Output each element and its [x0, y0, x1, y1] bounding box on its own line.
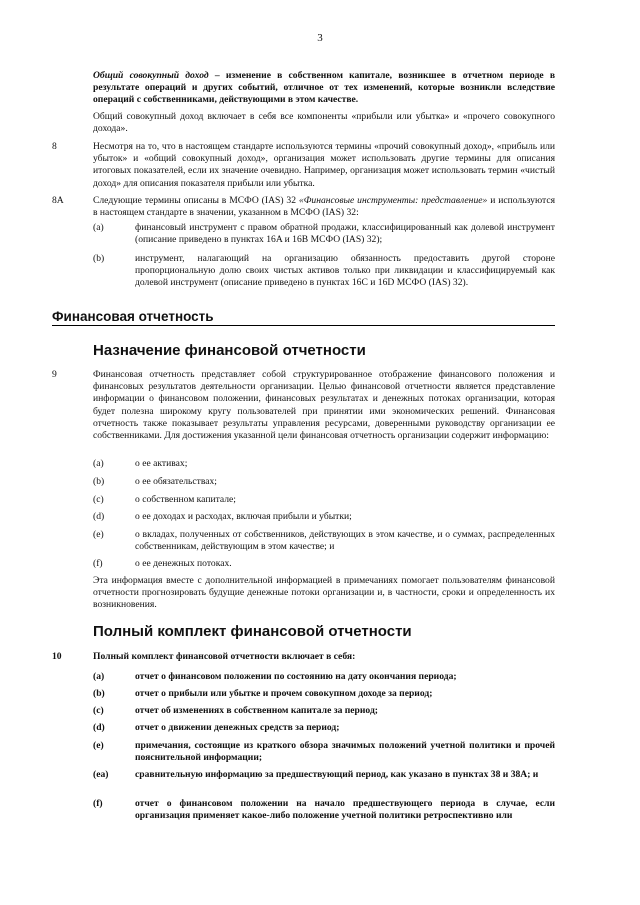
list-item-label: (e): [93, 529, 104, 540]
standard-title: «Финансовые инструменты: представление»: [298, 195, 488, 206]
list-item-label: (b): [93, 476, 105, 487]
list-item: [93, 769, 555, 781]
list-item-label: (c): [93, 494, 104, 505]
list-item: [93, 740, 555, 764]
paragraph-number-9: 9: [52, 369, 57, 380]
list-item-text: о собственном капитале;: [135, 494, 236, 505]
list-item-label: (d): [93, 722, 105, 733]
paragraph-8: Несмотря на то, что в настоящем стандарте используются термины «прочий совокупный доход», «прибыль или убыток» и «общий совокупный доход», организация может использовать другие термины для описания итоговых показателей, если их значение очевидно. Например, организация может использовать термин «чистый доход» для описания показателя прибыли или убытка.: [93, 141, 555, 189]
paragraph-8a-text-start: Следующие термины описаны в МСФО (IAS) 32: [93, 195, 299, 206]
paragraph-8a: [93, 195, 555, 219]
list-item-text: финансовый инструмент с правом обратной продажи, классифицированный как долевой инструмент (описание приведено в пунктах 16A и 16B МСФО (IAS) 32);: [135, 222, 555, 246]
definition-text: – изменение в собственном капитале, возникшее в отчетном периоде в результате операций и других событий, отличное от тех изменений, которые возникли вследствие операций с собственниками, действующими в этом качестве.: [93, 70, 555, 106]
list-item-label: (e): [93, 740, 104, 751]
paragraph-9: Финансовая отчетность представляет собой структурированное отображение финансового положения и финансовых результатов деятельности организации. Целью финансовой отчетности является представление информации о финансовом положении, финансовых результатах и денежных потоках организации, которая будет полезна широкому кругу пользователей при принятии ими экономических решений. Финансовая отчетность также показывает результаты управления ресурсами, доверенными руководству организации ее собственниками. Для достижения указанной цели финансовая отчетность организации содержит информацию:: [93, 369, 555, 442]
list-item-text: о ее обязательствах;: [135, 476, 217, 487]
list-item-label: (f): [93, 558, 103, 569]
subsection-title-purpose: Назначение финансовой отчетности: [93, 342, 366, 359]
list-item: [93, 722, 555, 734]
definition-total-comprehensive-income: [93, 70, 555, 107]
list-item-label: (a): [93, 458, 104, 469]
list-item-label: (a): [93, 222, 104, 233]
paragraph-8a-text-end: и используются в настоящем стандарте в значении, указанном в МСФО (IAS) 32:: [93, 195, 555, 219]
defined-term: Общий совокупный доход: [93, 70, 209, 81]
list-item-text: о ее активах;: [135, 458, 188, 469]
list-item: [93, 798, 555, 822]
list-item-text: отчет об изменениях в собственном капитале за период;: [135, 705, 378, 716]
list-item-label: (f): [93, 798, 103, 809]
list-item-text: о ее доходах и расходах, включая прибыли и убытки;: [135, 511, 352, 522]
list-item-text: инструмент, налагающий на организацию обязанность предоставить другой стороне пропорциональную долю своих чистых активов только при ликвидации и классифицируемый как долевой инструмент (описание приведено в пунктах 16C и 16D МСФО (IAS) 32).: [135, 253, 555, 289]
list-item-label: (b): [93, 688, 105, 699]
paragraph-10: Полный комплект финансовой отчетности включает в себя:: [93, 651, 356, 662]
list-item: [93, 222, 555, 246]
paragraph-9-after: Эта информация вместе с дополнительной информацией в примечаниях помогает пользователям финансовой отчетности прогнозировать будущие денежные потоки организации и, в частности, сроки и определенность их возникновения.: [93, 575, 555, 611]
list-item: [93, 476, 555, 488]
list-item: [93, 558, 555, 570]
list-item-text: сравнительную информацию за предшествующий период, как указано в пунктах 38 и 38A; и: [135, 769, 539, 780]
list-item: [93, 494, 555, 506]
list-item-text: отчет о прибыли или убытке и прочем совокупном доходе за период;: [135, 688, 433, 699]
list-item-text: о ее денежных потоках.: [135, 558, 232, 569]
list-item: [93, 688, 555, 700]
page-number: 3: [317, 32, 323, 44]
section-title: Финансовая отчетность: [52, 309, 555, 326]
paragraph-number-8: 8: [52, 141, 57, 152]
paragraph-number-10: 10: [52, 651, 62, 662]
list-item-label: (ea): [93, 769, 109, 780]
list-item-text: отчет о движении денежных средств за период;: [135, 722, 340, 733]
list-item-text: о вкладах, полученных от собственников, действующих в этом качестве, и о суммах, распределенных собственникам, действующим в этом качестве; и: [135, 529, 555, 553]
list-item: [93, 705, 555, 717]
subsection-title-complete-set: Полный комплект финансовой отчетности: [93, 623, 412, 640]
list-item: [93, 529, 555, 553]
list-item-text: отчет о финансовом положении на начало предшествующего периода в случае, если организация применяет какое-либо положение учетной политики ретроспективно или: [135, 798, 555, 822]
list-item-text: примечания, состоящие из краткого обзора значимых положений учетной политики и прочей пояснительной информации;: [135, 740, 555, 764]
list-item: [93, 253, 555, 290]
list-item: [93, 458, 555, 470]
list-item-label: (b): [93, 253, 105, 264]
list-item-text: отчет о финансовом положении по состоянию на дату окончания периода;: [135, 671, 457, 682]
paragraph-tci-components: Общий совокупный доход включает в себя все компоненты «прибыли или убытка» и «прочего совокупного дохода».: [93, 111, 555, 135]
list-item-label: (a): [93, 671, 105, 682]
list-item: [93, 511, 555, 523]
list-item-label: (d): [93, 511, 105, 522]
list-item-label: (c): [93, 705, 104, 716]
list-item: [93, 671, 555, 683]
paragraph-number-8a: 8A: [52, 195, 64, 206]
